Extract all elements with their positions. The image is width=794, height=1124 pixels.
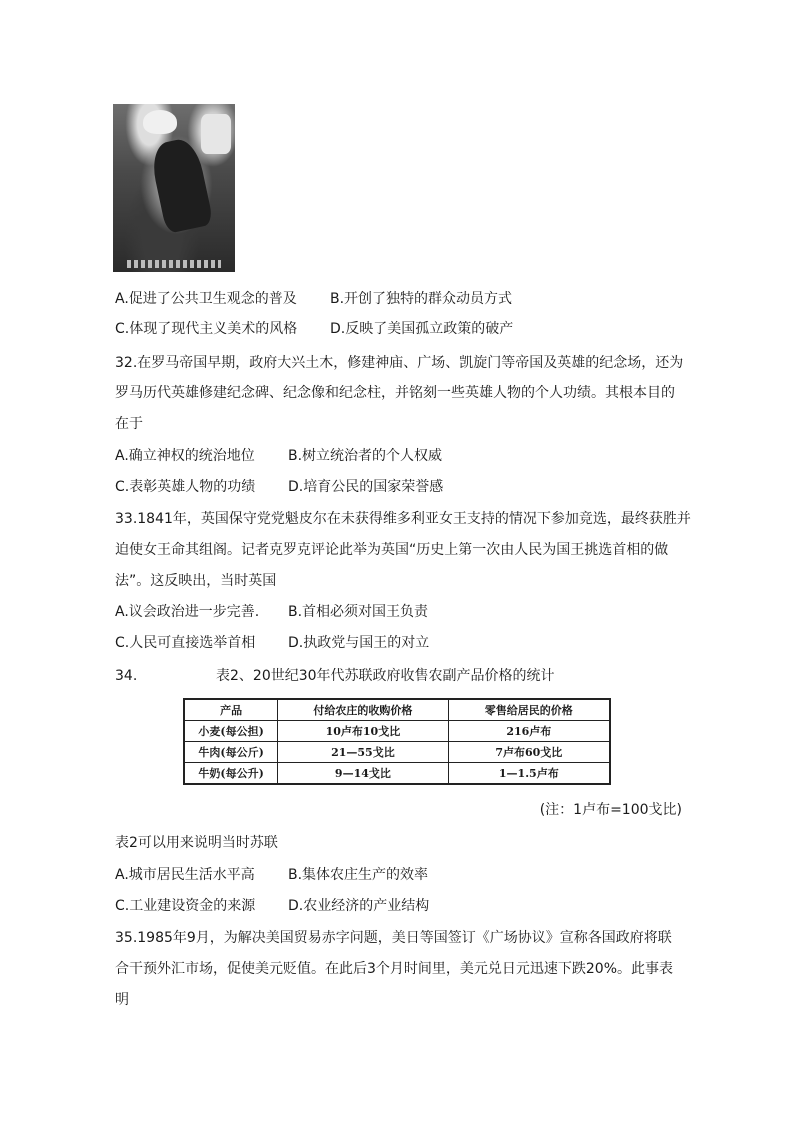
q34-option-d[interactable]: D.农业经济的产业结构 <box>288 898 430 914</box>
table-row <box>184 721 610 742</box>
table-cell: 10卢布10戈比 <box>278 721 448 742</box>
q34-option-b[interactable]: B.集体农庄生产的效率 <box>288 867 429 883</box>
q31-option-a[interactable]: A.促进了公共卫生观念的普及 <box>115 291 297 307</box>
table-cell: 21—55戈比 <box>278 742 448 763</box>
q32-option-d[interactable]: D.培育公民的国家荣誉感 <box>288 479 444 495</box>
q31-option-d[interactable]: D.反映了美国孤立政策的破产 <box>330 321 514 337</box>
table-cell: 216卢布 <box>448 721 610 742</box>
table-header-cell: 产品 <box>184 699 278 721</box>
q35-stem-line2: 合干预外汇市场，促使美元贬值。在此后3个月时间里，美元兑日元迅速下跌20%。此事表 <box>115 961 674 977</box>
table-cell: 9—14戈比 <box>278 763 448 785</box>
photo-caption-strip <box>127 260 221 268</box>
table-header-cell: 零售给居民的价格 <box>448 699 610 721</box>
table-row <box>184 742 610 763</box>
q35-stem-line3: 明 <box>115 992 129 1008</box>
photo-figure-background <box>201 114 231 154</box>
photo-figure-head <box>143 110 177 134</box>
table-header-row <box>184 699 610 721</box>
q32-option-b[interactable]: B.树立统治者的个人权威 <box>288 448 443 464</box>
q33-stem-line3: 法”。这反映出，当时英国 <box>115 573 277 589</box>
table-cell: 1—1.5卢布 <box>448 763 610 785</box>
q34-number: 34. <box>115 668 138 684</box>
q35-stem-line1: 35.1985年9月，为解决美国贸易赤字问题，美日等国签订《广场协议》宣称各国政府将联 <box>115 930 672 946</box>
q32-option-c[interactable]: C.表彰英雄人物的功绩 <box>115 479 256 495</box>
q33-option-b[interactable]: B.首相必须对国王负责 <box>288 604 429 620</box>
q33-option-a[interactable]: A.议会政治进一步完善. <box>115 604 260 620</box>
q33-stem-line1: 33.1841年，英国保守党党魁皮尔在未获得维多利亚女王支持的情况下参加竞选，最终获胜并 <box>115 511 691 527</box>
table-cell: 牛奶(每公升) <box>184 763 278 785</box>
q32-option-a[interactable]: A.确立神权的统治地位 <box>115 448 255 464</box>
table-header-cell: 付给农庄的收购价格 <box>278 699 448 721</box>
q33-option-d[interactable]: D.执政党与国王的对立 <box>288 635 430 651</box>
q31-option-c[interactable]: C.体现了现代主义美术的风格 <box>115 321 298 337</box>
table-cell: 小麦(每公担) <box>184 721 278 742</box>
q34-option-c[interactable]: C.工业建设资金的来源 <box>115 898 256 914</box>
price-table <box>183 698 611 785</box>
q34-option-a[interactable]: A.城市居民生活水平高 <box>115 867 255 883</box>
q33-option-c[interactable]: C.人民可直接选举首相 <box>115 635 256 651</box>
q32-stem-line3: 在于 <box>115 416 143 432</box>
q32-stem-line1: 32.在罗马帝国早期，政府大兴土木，修建神庙、广场、凯旋门等帝国及英雄的纪念场，还为 <box>115 355 684 371</box>
table-row <box>184 763 610 785</box>
q33-stem-line2: 迫使女王命其组阁。记者克罗克评论此举为英国“历史上第一次由人民为国王挑选首相的做 <box>115 542 669 558</box>
q31-option-b[interactable]: B.开创了独特的群众动员方式 <box>330 291 513 307</box>
q34-stem: 表2可以用来说明当时苏联 <box>115 835 278 851</box>
historical-photo <box>113 104 235 272</box>
q32-stem-line2: 罗马历代英雄修建纪念碑、纪念像和纪念柱，并铭刻一些英雄人物的个人功绩。其根本目的 <box>115 385 675 401</box>
table-cell: 7卢布60戈比 <box>448 742 610 763</box>
table-caption: 表2、20世纪30年代苏联政府收售农副产品价格的统计 <box>216 668 555 684</box>
table-note: (注：1卢布=100戈比) <box>539 802 682 818</box>
table-cell: 牛肉(每公斤) <box>184 742 278 763</box>
